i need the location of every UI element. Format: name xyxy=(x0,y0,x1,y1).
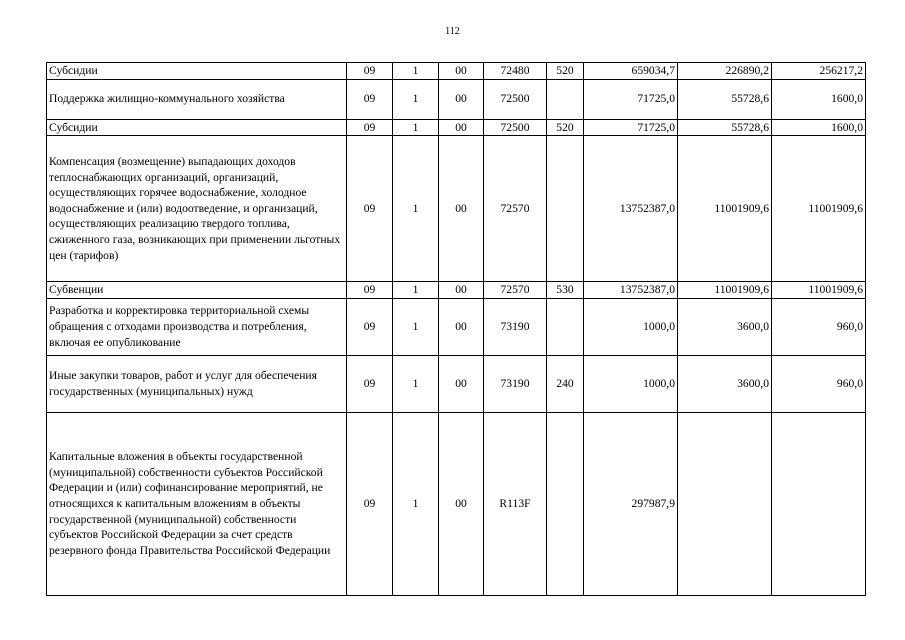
expense-type-code xyxy=(547,136,584,282)
amount-year-3: 256217,2 xyxy=(772,63,866,80)
program-code: 00 xyxy=(439,136,484,282)
amount-year-2: 11001909,6 xyxy=(678,136,772,282)
section-code: 09 xyxy=(347,298,393,355)
expense-type-code xyxy=(547,79,584,119)
program-code: 00 xyxy=(439,298,484,355)
amount-year-1: 71725,0 xyxy=(584,79,678,119)
amount-year-3: 11001909,6 xyxy=(772,282,866,299)
amount-year-3: 1600,0 xyxy=(772,79,866,119)
amount-year-2: 55728,6 xyxy=(678,119,772,136)
subsection-code: 1 xyxy=(393,136,439,282)
amount-year-3: 1600,0 xyxy=(772,119,866,136)
amount-year-3: 960,0 xyxy=(772,298,866,355)
amount-year-2: 55728,6 xyxy=(678,79,772,119)
subsection-code: 1 xyxy=(393,282,439,299)
row-name: Разработка и корректировка территориальной схемы обращения с отходами производства и потребления, включая ее опубликование xyxy=(47,298,347,355)
program-code: 00 xyxy=(439,282,484,299)
row-name: Компенсация (возмещение) выпадающих доходов теплоснабжающих организаций, организаций, осуществляющих горячее водоснабжение, холодное водоснабжение и (или) водоотведение, и организаций, осуществляющих реализацию твердого топлива, сжиженного газа, возникающих при применении льготных цен (тарифов) xyxy=(47,136,347,282)
target-code: 72570 xyxy=(484,282,547,299)
amount-year-1: 13752387,0 xyxy=(584,282,678,299)
subsection-code: 1 xyxy=(393,79,439,119)
target-code: R113F xyxy=(484,412,547,595)
section-code: 09 xyxy=(347,63,393,80)
table-row xyxy=(47,63,866,80)
section-code: 09 xyxy=(347,136,393,282)
row-name: Поддержка жилищно-коммунального хозяйства xyxy=(47,79,347,119)
expense-type-code: 520 xyxy=(547,63,584,80)
amount-year-1: 71725,0 xyxy=(584,119,678,136)
table-row xyxy=(47,298,866,355)
program-code: 00 xyxy=(439,412,484,595)
row-name: Субсидии xyxy=(47,63,347,80)
amount-year-3: 960,0 xyxy=(772,355,866,412)
target-code: 72500 xyxy=(484,119,547,136)
amount-year-2: 226890,2 xyxy=(678,63,772,80)
target-code: 72500 xyxy=(484,79,547,119)
section-code: 09 xyxy=(347,119,393,136)
page-number: 112 xyxy=(445,26,460,37)
table-row xyxy=(47,79,866,119)
expense-type-code xyxy=(547,412,584,595)
amount-year-1: 13752387,0 xyxy=(584,136,678,282)
table-row xyxy=(47,136,866,282)
target-code: 72570 xyxy=(484,136,547,282)
amount-year-1: 1000,0 xyxy=(584,298,678,355)
table-row xyxy=(47,119,866,136)
table-row xyxy=(47,412,866,595)
row-name: Иные закупки товаров, работ и услуг для обеспечения государственных (муниципальных) нужд xyxy=(47,355,347,412)
amount-year-2 xyxy=(678,412,772,595)
section-code: 09 xyxy=(347,79,393,119)
budget-table xyxy=(46,62,866,596)
amount-year-2: 3600,0 xyxy=(678,355,772,412)
program-code: 00 xyxy=(439,79,484,119)
expense-type-code: 530 xyxy=(547,282,584,299)
subsection-code: 1 xyxy=(393,63,439,80)
expense-type-code: 240 xyxy=(547,355,584,412)
expense-type-code xyxy=(547,298,584,355)
table-row xyxy=(47,355,866,412)
target-code: 73190 xyxy=(484,355,547,412)
amount-year-1: 659034,7 xyxy=(584,63,678,80)
row-name: Субсидии xyxy=(47,119,347,136)
amount-year-3: 11001909,6 xyxy=(772,136,866,282)
row-name: Капитальные вложения в объекты государственной (муниципальной) собственности субъектов Российской Федерации и (или) софинансирование мероприятий, не относящихся к капитальным вложениям в объекты государственной (муниципальной) собственности субъектов Российской Федерации за счет средств резервного фонда Правительства Российской Федерации xyxy=(47,412,347,595)
subsection-code: 1 xyxy=(393,355,439,412)
section-code: 09 xyxy=(347,412,393,595)
subsection-code: 1 xyxy=(393,412,439,595)
amount-year-3 xyxy=(772,412,866,595)
subsection-code: 1 xyxy=(393,119,439,136)
section-code: 09 xyxy=(347,282,393,299)
program-code: 00 xyxy=(439,119,484,136)
target-code: 72480 xyxy=(484,63,547,80)
amount-year-2: 11001909,6 xyxy=(678,282,772,299)
amount-year-1: 297987,9 xyxy=(584,412,678,595)
amount-year-1: 1000,0 xyxy=(584,355,678,412)
table-row xyxy=(47,282,866,299)
program-code: 00 xyxy=(439,63,484,80)
target-code: 73190 xyxy=(484,298,547,355)
expense-type-code: 520 xyxy=(547,119,584,136)
program-code: 00 xyxy=(439,355,484,412)
row-name: Субвенции xyxy=(47,282,347,299)
section-code: 09 xyxy=(347,355,393,412)
amount-year-2: 3600,0 xyxy=(678,298,772,355)
subsection-code: 1 xyxy=(393,298,439,355)
